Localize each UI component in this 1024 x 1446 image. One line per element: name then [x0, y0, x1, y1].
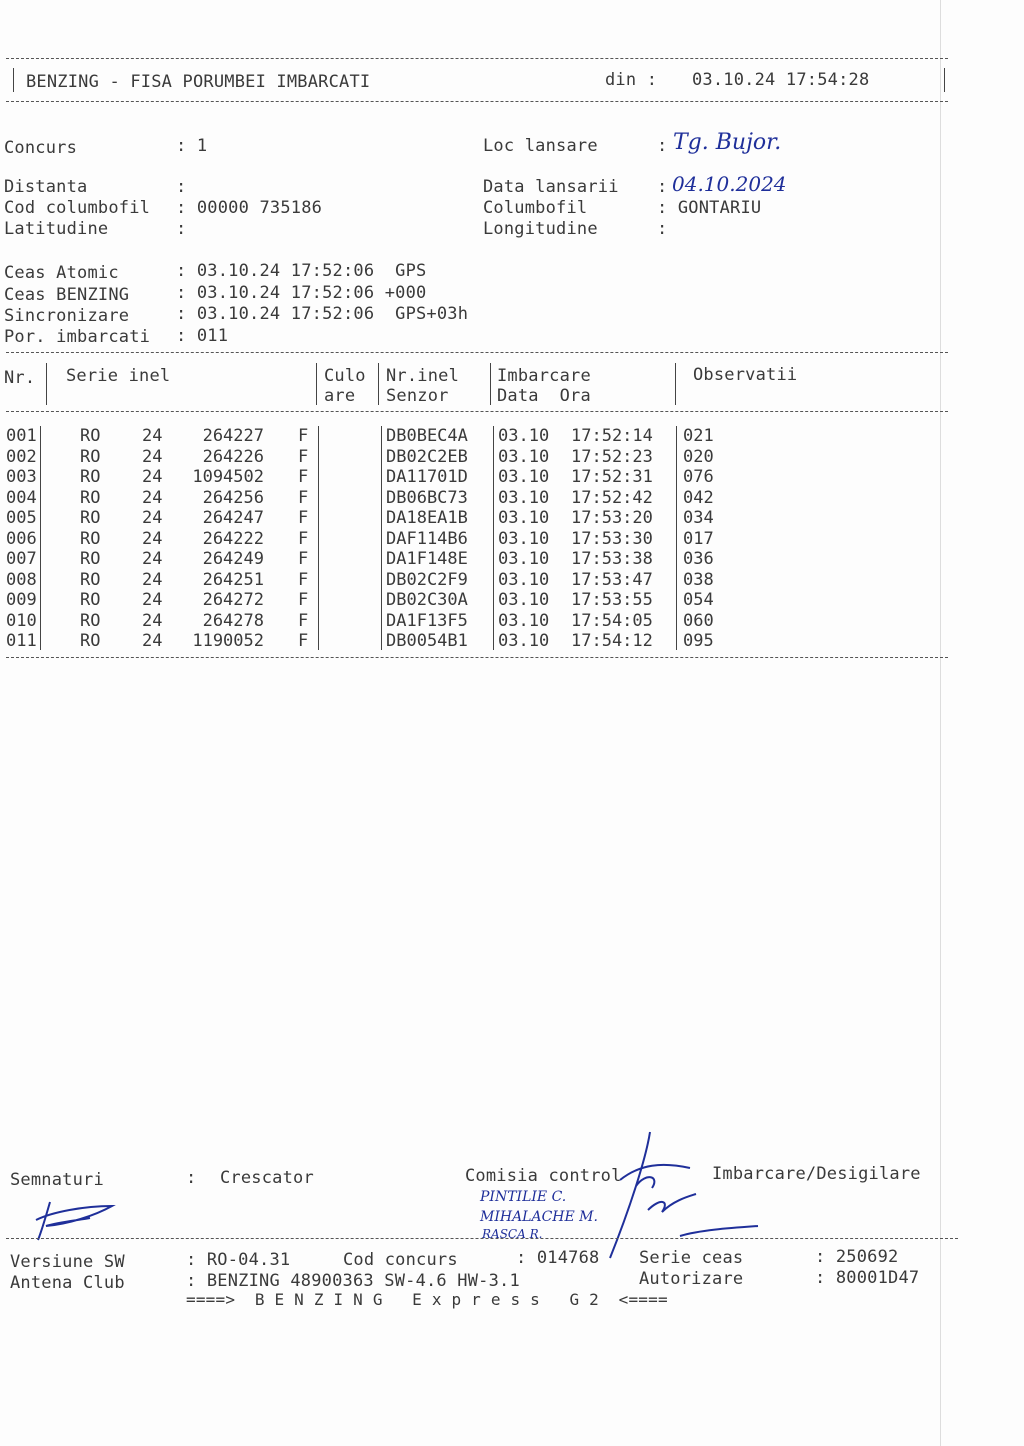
versiune-value: : RO-04.31 — [186, 1250, 291, 1270]
row-sex: F — [298, 487, 309, 508]
hdr-sep-1 — [46, 363, 47, 405]
row-sensor: DA11701D — [386, 467, 468, 487]
row-year: 24 — [142, 467, 163, 487]
cod-columbofil-value: : 00000 735186 — [176, 198, 323, 218]
row-nr: 009 — [6, 590, 37, 610]
row-nr: 001 — [6, 426, 37, 446]
col-header-nr: Nr. — [4, 368, 36, 388]
col-header-culo: Culo — [324, 366, 366, 386]
row-observatii: 021 — [683, 426, 714, 446]
table-rule-top — [6, 352, 948, 353]
row-observatii: 060 — [683, 610, 714, 631]
row-nr: 002 — [6, 446, 37, 467]
row-sensor: DB02C30A — [386, 590, 468, 610]
row-time: 17:53:20 — [571, 508, 653, 528]
row-sex: F — [298, 446, 309, 467]
row-observatii: 038 — [683, 569, 714, 590]
row-country: RO — [80, 446, 101, 467]
concurs-label: Concurs — [4, 138, 78, 158]
row-date: 03.10 — [498, 590, 550, 610]
table-rule-bottom — [6, 657, 948, 658]
benzing-express-banner: ====> B E N Z I N G E x p r e s s G 2 <==== — [186, 1290, 668, 1309]
row-sex: F — [298, 610, 309, 631]
row-time: 17:52:42 — [571, 487, 653, 508]
row-sensor: DB0BEC4A — [386, 426, 468, 446]
antena-label: Antena Club — [10, 1273, 125, 1293]
row-sensor: DB0054B1 — [386, 631, 468, 651]
row-time: 17:53:30 — [571, 528, 653, 549]
row-observatii: 076 — [683, 467, 714, 487]
row-country: RO — [80, 590, 101, 610]
longitudine-value: : — [657, 219, 668, 239]
row-country: RO — [80, 610, 101, 631]
row-ring: 264272 — [202, 590, 264, 610]
col-header-serie: Serie inel — [66, 366, 171, 386]
row-time: 17:52:31 — [571, 467, 653, 487]
body-sep-1 — [40, 426, 41, 650]
ceas-atomic-label: Ceas Atomic — [4, 263, 119, 283]
row-ring: 264227 — [202, 426, 264, 446]
commission-name-2: MIHALACHE M. — [480, 1209, 598, 1225]
row-observatii: 034 — [683, 508, 714, 528]
table-rule-header — [6, 411, 948, 412]
distanta-value: : — [176, 177, 187, 197]
row-time: 17:54:12 — [571, 631, 653, 651]
row-year: 24 — [142, 446, 163, 467]
header-rule-bottom — [6, 101, 948, 102]
hdr-sep-2 — [316, 363, 317, 405]
crescator-signature — [28, 1196, 118, 1244]
row-country: RO — [80, 549, 101, 569]
row-year: 24 — [142, 590, 163, 610]
row-sensor: DAF114B6 — [386, 528, 468, 549]
row-nr: 005 — [6, 508, 37, 528]
semnaturi-sep: : — [186, 1168, 197, 1188]
versiune-label: Versiune SW — [10, 1252, 125, 1272]
row-time: 17:52:23 — [571, 446, 653, 467]
row-date: 03.10 — [498, 528, 550, 549]
row-year: 24 — [142, 528, 163, 549]
ceas-atomic-value: : 03.10.24 17:52:06 GPS — [176, 261, 427, 281]
row-year: 24 — [142, 631, 163, 651]
row-date: 03.10 — [498, 467, 550, 487]
row-date: 03.10 — [498, 487, 550, 508]
col-header-dataora: Data Ora — [497, 386, 591, 406]
loc-lansare-handwritten: Tg. Bujor. — [673, 130, 782, 155]
row-time: 17:53:47 — [571, 569, 653, 590]
row-sex: F — [298, 467, 309, 487]
col-header-imbarcare: Imbarcare — [497, 366, 591, 386]
sincronizare-value: : 03.10.24 17:52:06 GPS+03h — [176, 304, 469, 324]
longitudine-label: Longitudine — [483, 219, 598, 239]
autorizare-label: Autorizare — [639, 1269, 744, 1289]
row-sensor: DB02C2EB — [386, 446, 468, 467]
row-ring: 264256 — [202, 487, 264, 508]
row-country: RO — [80, 426, 101, 446]
row-nr: 010 — [6, 610, 37, 631]
row-year: 24 — [142, 508, 163, 528]
row-time: 17:54:05 — [571, 610, 653, 631]
row-sex: F — [298, 549, 309, 569]
imbarcare-signature — [640, 1190, 760, 1245]
row-time: 17:53:55 — [571, 590, 653, 610]
row-observatii: 020 — [683, 446, 714, 467]
row-year: 24 — [142, 549, 163, 569]
row-year: 24 — [142, 569, 163, 590]
hdr-sep-4 — [490, 363, 491, 405]
page-edge — [940, 0, 941, 1446]
row-observatii: 036 — [683, 549, 714, 569]
comisia-label: Comisia control — [465, 1166, 622, 1186]
col-header-senzor: Senzor — [386, 386, 449, 406]
row-time: 17:53:38 — [571, 549, 653, 569]
row-sex: F — [298, 528, 309, 549]
row-sensor: DA1F148E — [386, 549, 468, 569]
commission-name-3: RASCA R. — [482, 1227, 543, 1241]
por-imbarcati-label: Por. imbarcati — [4, 327, 151, 347]
row-country: RO — [80, 467, 101, 487]
row-date: 03.10 — [498, 631, 550, 651]
imbarcare-desigilare-label: Imbarcare/Desigilare — [712, 1164, 921, 1184]
por-imbarcati-value: : 011 — [176, 326, 229, 346]
header-rule-top — [6, 58, 948, 59]
report-timestamp: 03.10.24 17:54:28 — [692, 70, 870, 90]
cod-concurs-value: : 014768 — [516, 1248, 600, 1268]
row-year: 24 — [142, 610, 163, 631]
crescator-label: Crescator — [220, 1168, 314, 1188]
row-observatii: 042 — [683, 487, 714, 508]
data-lansarii-sep: : — [657, 177, 668, 197]
distanta-label: Distanta — [4, 177, 88, 197]
row-date: 03.10 — [498, 610, 550, 631]
row-ring: 1094502 — [192, 467, 264, 487]
concurs-value: : 1 — [176, 136, 208, 156]
body-sep-2 — [318, 426, 319, 650]
ceas-benzing-label: Ceas BENZING — [4, 285, 130, 305]
row-sex: F — [298, 508, 309, 528]
footer-rule — [6, 1238, 958, 1239]
row-ring: 264278 — [202, 610, 264, 631]
row-sex: F — [298, 631, 309, 651]
header-right-bar — [944, 68, 945, 92]
body-sep-5 — [676, 426, 677, 650]
row-sensor: DB06BC73 — [386, 487, 468, 508]
row-sex: F — [298, 569, 309, 590]
row-country: RO — [80, 528, 101, 549]
latitudine-label: Latitudine — [4, 219, 109, 239]
row-nr: 007 — [6, 549, 37, 569]
data-lansarii-handwritten: 04.10.2024 — [672, 172, 787, 196]
commission-name-1: PINTILIE C. — [480, 1189, 567, 1205]
serie-ceas-label: Serie ceas — [639, 1248, 744, 1268]
latitudine-value: : — [176, 219, 187, 239]
row-ring: 1190052 — [192, 631, 264, 651]
semnaturi-label: Semnaturi — [10, 1170, 104, 1190]
row-ring: 264251 — [202, 569, 264, 590]
loc-lansare-sep: : — [657, 136, 668, 156]
body-sep-4 — [493, 426, 494, 650]
row-ring: 264249 — [202, 549, 264, 569]
antena-value: : BENZING 48900363 SW-4.6 HW-3.1 — [186, 1271, 520, 1291]
row-country: RO — [80, 487, 101, 508]
data-lansarii-label: Data lansarii — [483, 177, 619, 197]
row-nr: 003 — [6, 467, 37, 487]
row-ring: 264222 — [202, 528, 264, 549]
row-country: RO — [80, 569, 101, 590]
columbofil-label: Columbofil — [483, 198, 588, 218]
serie-ceas-value: : 250692 — [815, 1247, 899, 1267]
col-header-observatii: Observatii — [693, 365, 798, 385]
hdr-sep-3 — [378, 363, 379, 405]
row-nr: 004 — [6, 487, 37, 508]
cod-columbofil-label: Cod columbofil — [4, 198, 151, 218]
row-sensor: DA1F13F5 — [386, 610, 468, 631]
row-sensor: DB02C2F9 — [386, 569, 468, 590]
row-sex: F — [298, 590, 309, 610]
row-observatii: 054 — [683, 590, 714, 610]
report-title: BENZING - FISA PORUMBEI IMBARCATI — [26, 72, 371, 92]
din-label: din : — [605, 70, 658, 90]
row-ring: 264226 — [202, 446, 264, 467]
row-nr: 006 — [6, 528, 37, 549]
row-nr: 008 — [6, 569, 37, 590]
sincronizare-label: Sincronizare — [4, 306, 130, 326]
row-date: 03.10 — [498, 446, 550, 467]
autorizare-value: : 80001D47 — [815, 1268, 920, 1288]
row-year: 24 — [142, 426, 163, 446]
row-observatii: 095 — [683, 631, 714, 651]
columbofil-value: : GONTARIU — [657, 198, 762, 218]
row-date: 03.10 — [498, 508, 550, 528]
row-ring: 264247 — [202, 508, 264, 528]
row-country: RO — [80, 631, 101, 651]
hdr-sep-5 — [675, 363, 676, 405]
row-date: 03.10 — [498, 426, 550, 446]
row-sex: F — [298, 426, 309, 446]
col-header-nrinel: Nr.inel — [386, 366, 460, 386]
row-sensor: DA18EA1B — [386, 508, 468, 528]
col-header-are: are — [324, 386, 356, 406]
cod-concurs-label: Cod concurs — [343, 1250, 458, 1270]
body-sep-3 — [381, 426, 382, 650]
row-time: 17:52:14 — [571, 426, 653, 446]
row-observatii: 017 — [683, 528, 714, 549]
header-left-bar — [13, 68, 14, 92]
row-nr: 011 — [6, 631, 37, 651]
row-country: RO — [80, 508, 101, 528]
ceas-benzing-value: : 03.10.24 17:52:06 +000 — [176, 283, 427, 303]
row-year: 24 — [142, 487, 163, 508]
row-date: 03.10 — [498, 549, 550, 569]
row-date: 03.10 — [498, 569, 550, 590]
loc-lansare-label: Loc lansare — [483, 136, 598, 156]
